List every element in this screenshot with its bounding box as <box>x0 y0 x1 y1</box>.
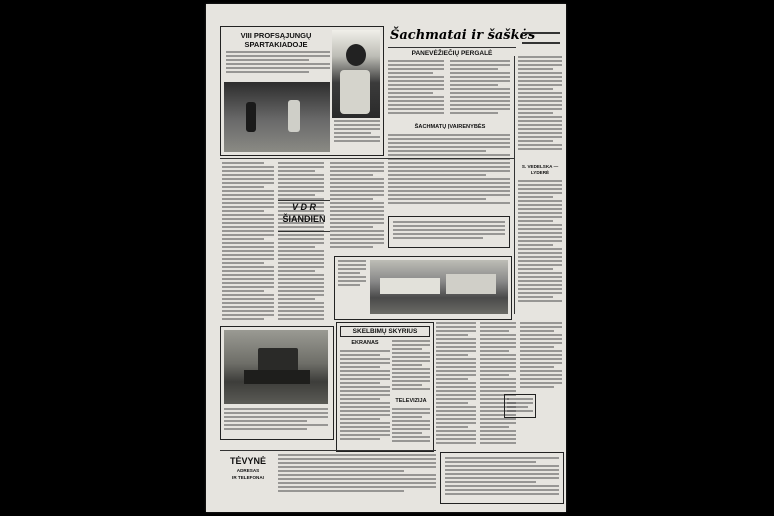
newspaper-page <box>206 4 566 512</box>
building-photo <box>370 260 508 314</box>
harvester-photo <box>224 330 328 404</box>
spartakiada-headline-2: SPARTAKIADOJE <box>244 40 308 49</box>
ads-col-5 <box>520 322 562 392</box>
harvester-caption <box>224 408 328 436</box>
photo-caption <box>338 260 366 300</box>
right-col-text-1 <box>518 56 562 156</box>
bottom-right-notice <box>440 452 564 504</box>
spartakiada-intro-text <box>226 51 330 81</box>
chess-subtitle: PANEVĖŽIEČIŲ PERGALĖ <box>411 50 493 57</box>
small-notice-box <box>504 394 536 418</box>
mid-col-3 <box>330 162 384 252</box>
tv-listings <box>392 408 430 448</box>
right-col-text-2 <box>518 180 562 310</box>
vdr-subtitle: ŠIANDIEN <box>282 214 326 224</box>
athlete-photo <box>332 30 380 118</box>
ads-heading: SKELBIMŲ SKYRIUS <box>340 326 430 337</box>
ads-col-4 <box>480 322 516 450</box>
vedelska-headline: S. VEDELSKA — LYDERĖ <box>521 164 559 175</box>
athlete-caption <box>334 120 380 152</box>
chess-varieties-text <box>388 134 510 208</box>
chess-announcement-box <box>388 216 510 248</box>
chess-banner-rule <box>522 32 560 44</box>
footer-tevyne: TĖVYNĖ <box>229 456 266 466</box>
cinema-listings <box>340 350 390 446</box>
chess-banner: Šachmatai ir šaškės <box>390 28 536 43</box>
tv-heading: TELEVIZIJA <box>395 398 427 404</box>
chess-subhead-2: ŠACHMATŲ ĮVAIRENYBĖS <box>414 124 486 130</box>
spartakiada-headline: VIII PROFSĄJUNGŲ <box>240 31 312 40</box>
vdr-title: V D R <box>291 202 316 212</box>
ads-col-3 <box>436 322 476 450</box>
mid-col-1 <box>222 162 274 322</box>
cinema-heading: EKRANAS <box>351 340 379 346</box>
mid-col-2 <box>278 162 324 322</box>
footer-address: ADRESAS <box>236 468 260 473</box>
ads-col-2 <box>392 340 430 396</box>
chess-col-2 <box>450 60 510 124</box>
footer-phones: IR TELEFONAI <box>232 475 264 480</box>
chess-col-1 <box>388 60 444 124</box>
footer-imprint <box>278 454 436 498</box>
runners-photo <box>224 82 330 152</box>
